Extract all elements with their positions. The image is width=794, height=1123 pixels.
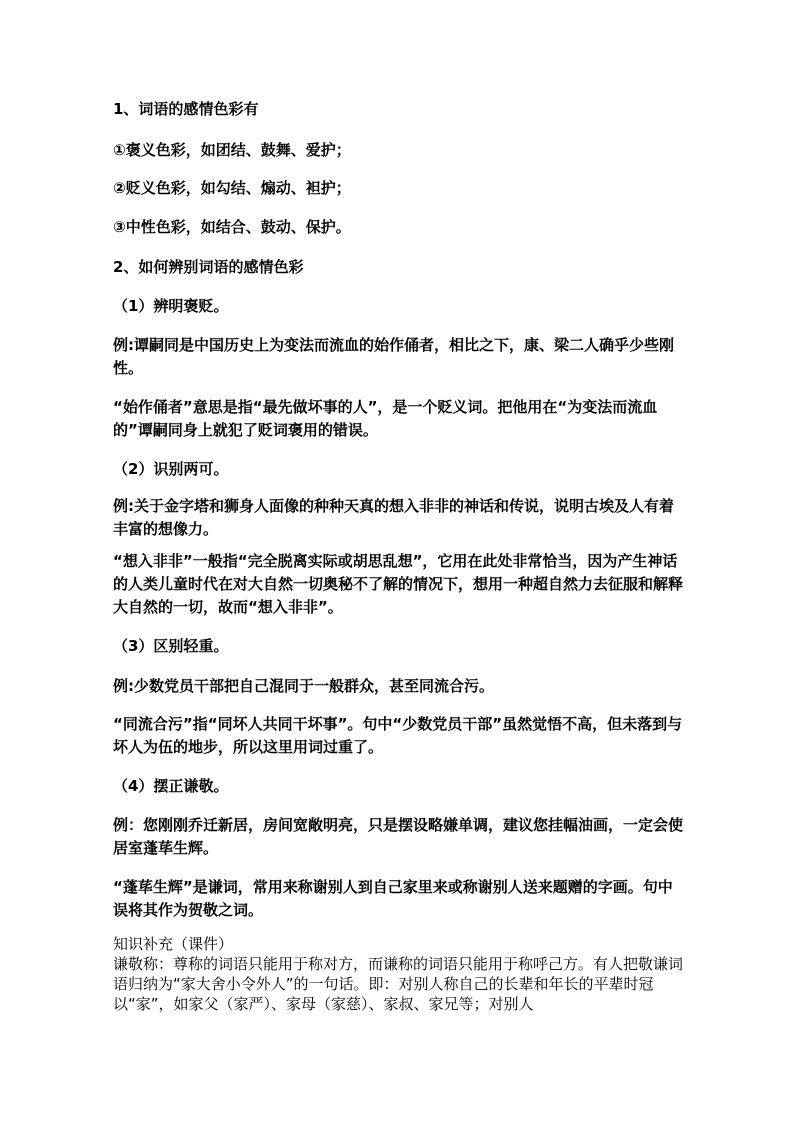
example-4: 例：您刚刚乔迁新居，房间宽敞明亮，只是摆设略嫌单调，建议您挂幅油画，一定会使居室蓬荜生辉。 bbox=[113, 816, 684, 857]
note-heading: 知识补充（课件） bbox=[113, 935, 234, 953]
explanation-1: “始作俑者”意思是指“最先做坏事的人”，是一个贬义词。把他用在“为变法而流血的”谭嗣同身上就犯了贬词褒用的错误。 bbox=[113, 398, 658, 439]
note-body: 谦敬称：尊称的词语只能用于称对方，而谦称的词语只能用于称呼己方。有人把敬谦词语归纳为“家大舍小令外人”的一句话。即：对别人称自己的长辈和年长的平辈时冠以“家”，如家父（家严）、家母（家慈）、家叔、家兄等；对别人 bbox=[113, 955, 684, 1013]
subheading-1: （1）辨明褒贬。 bbox=[113, 297, 229, 315]
explanation-3: “同流合污”指“同坏人共同干坏事”。句中“少数党员干部”虽然觉悟不高，但未落到与坏人为伍的地步，所以这里用词过重了。 bbox=[113, 715, 683, 756]
example-3: 例:少数党员干部把自己混同于一般群众，甚至同流合污。 bbox=[113, 677, 495, 695]
list-item-negative: ②贬义色彩，如勾结、煽动、袒护； bbox=[113, 179, 351, 197]
explanation-4: “蓬荜生辉”是谦词，常用来称谢别人到自己家里来或称谢别人送来题赠的字画。句中误将其作为贺敬之词。 bbox=[113, 878, 673, 919]
list-item-positive: ①褒义色彩，如团结、鼓舞、爱护； bbox=[113, 141, 351, 159]
example-2: 例:关于金字塔和狮身人面像的种种天真的想入非非的神话和传说，说明古埃及人有着丰富的想像力。 bbox=[113, 497, 675, 538]
list-item-neutral: ③中性色彩，如结合、鼓动、保护。 bbox=[113, 218, 351, 236]
subheading-2: （2）识别两可。 bbox=[113, 460, 229, 478]
heading-how-to-distinguish: 2、如何辨别词语的感情色彩 bbox=[113, 258, 304, 276]
subheading-4: （4）摆正谦敬。 bbox=[113, 777, 229, 795]
heading-emotional-color: 1、词语的感情色彩有 bbox=[113, 100, 259, 118]
explanation-2: “想入非非”一般指“完全脱离实际或胡思乱想”，它用在此处非常恰当，因为产生神话的人类儿童时代在对大自然一切奥秘不了解的情况下，想用一种超自然力去征服和解释大自然的一切，故而“想入非非”。 bbox=[113, 552, 684, 616]
example-1: 例:谭嗣同是中国历史上为变法而流血的始作俑者，相比之下，康、梁二人确乎少些刚性。 bbox=[113, 336, 675, 377]
subheading-3: （3）区别轻重。 bbox=[113, 637, 229, 655]
